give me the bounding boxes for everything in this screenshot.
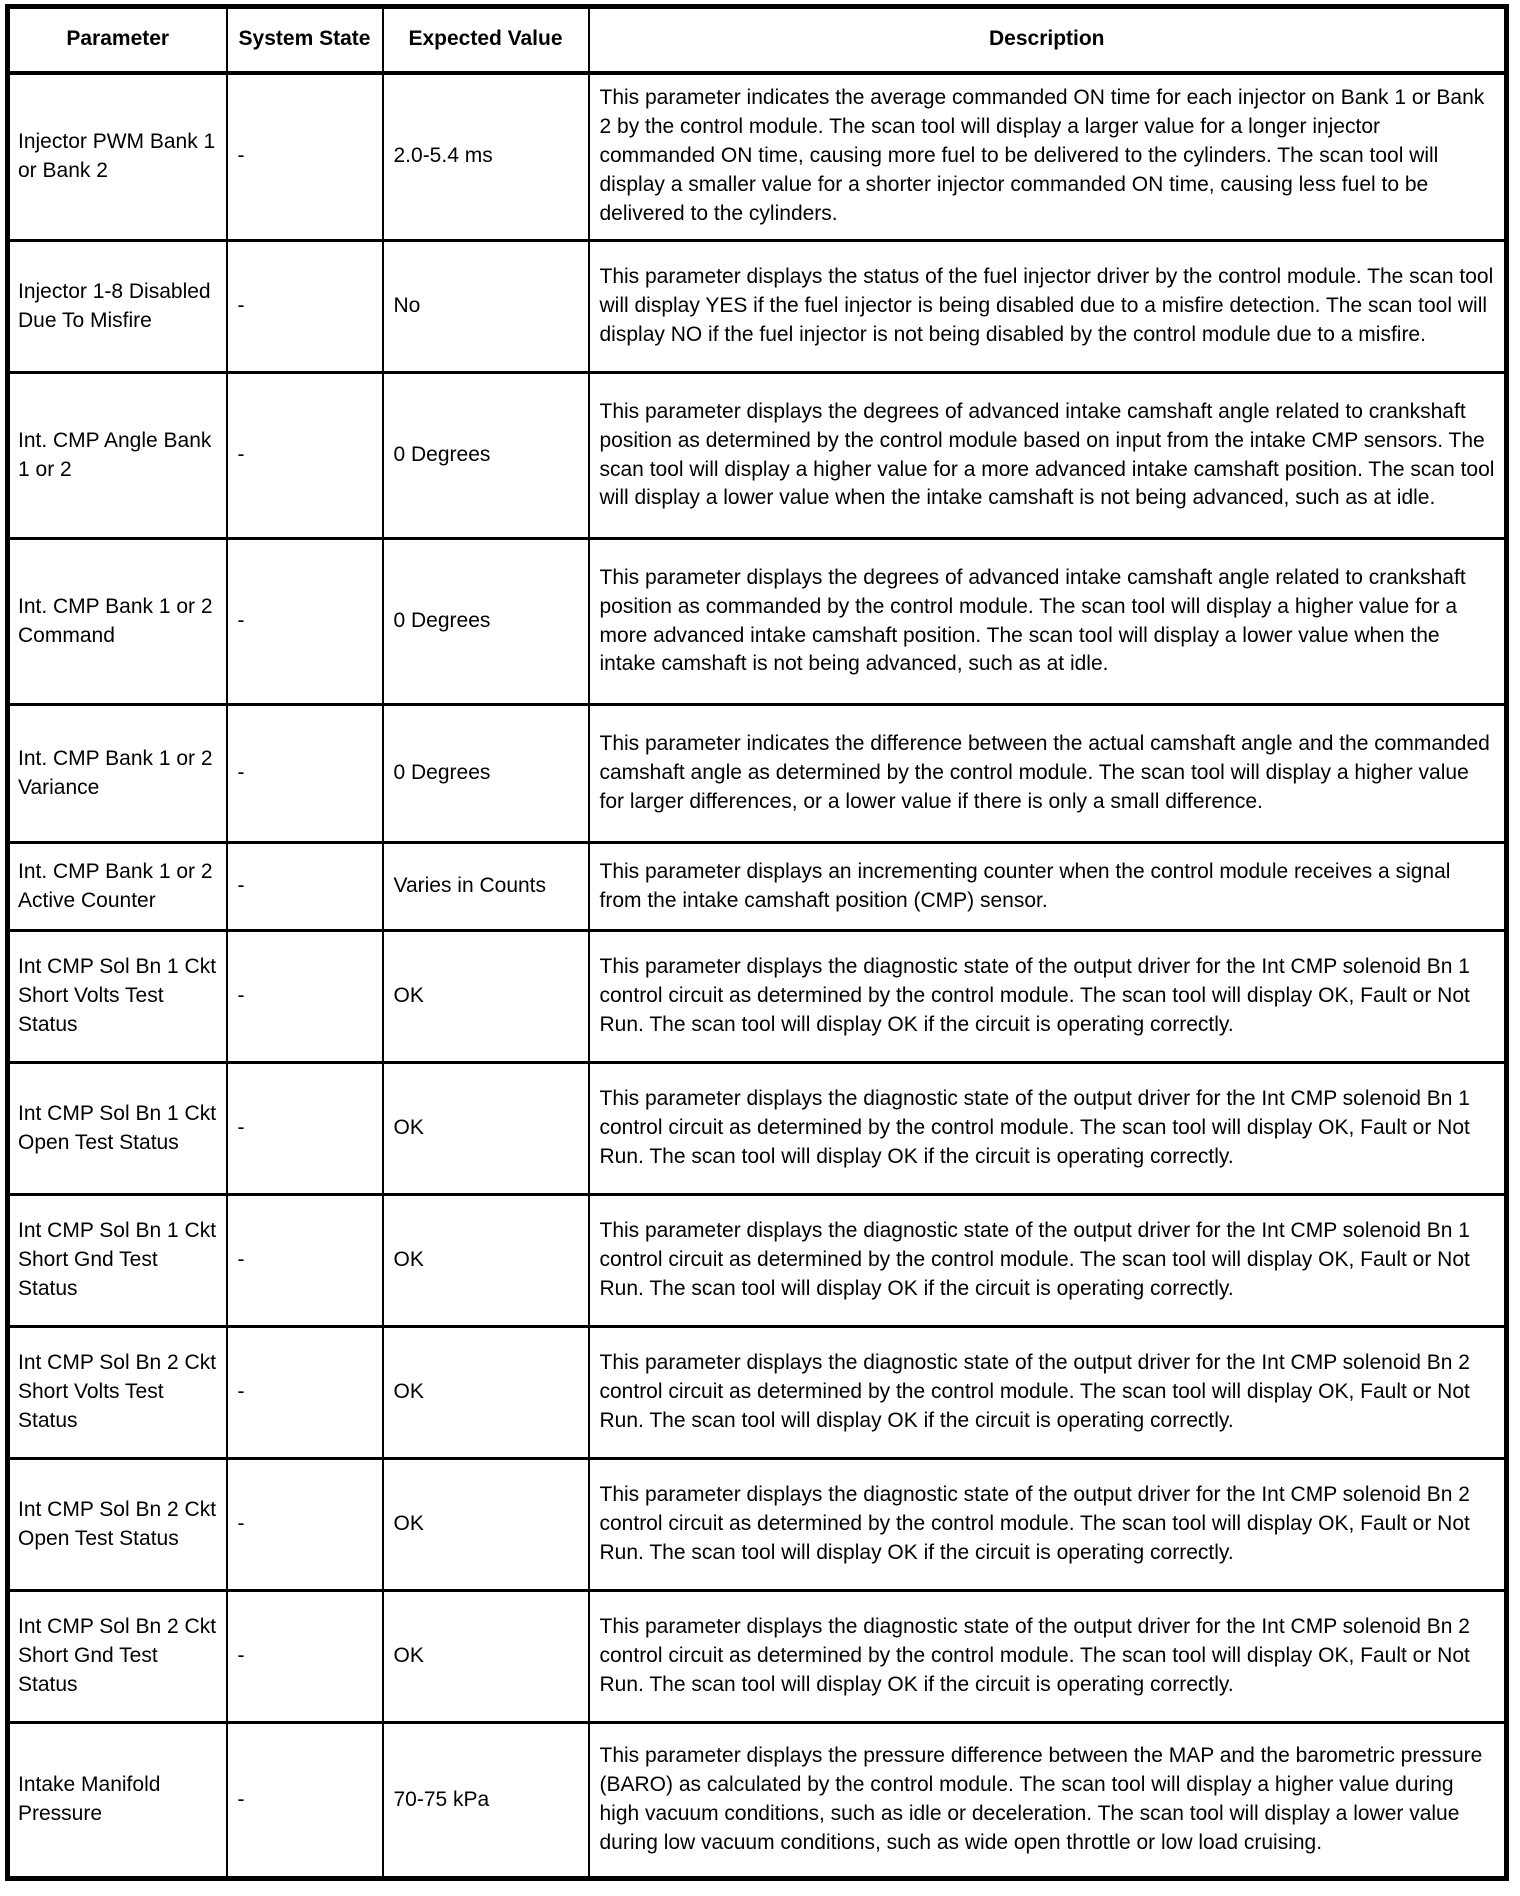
cell-expected-value: OK — [383, 1591, 589, 1723]
cell-system-state: - — [227, 1459, 383, 1591]
table-row — [8, 705, 1507, 843]
cell-expected-value: 2.0-5.4 ms — [383, 73, 589, 241]
cell-system-state: - — [227, 705, 383, 843]
cell-description: This parameter displays the diagnostic state of the output driver for the Int CMP solenoid Bn 1 control circuit as determined by the control module. The scan tool will display OK, Fault or Not Run. The scan tool will display OK if the circuit is operating correctly. — [589, 1195, 1507, 1327]
cell-system-state: - — [227, 931, 383, 1063]
cell-system-state: - — [227, 1327, 383, 1459]
table-row — [8, 1723, 1507, 1879]
table-row — [8, 1459, 1507, 1591]
cell-system-state: - — [227, 539, 383, 705]
cell-description: This parameter displays an incrementing counter when the control module receives a signal from the intake camshaft position (CMP) sensor. — [589, 843, 1507, 931]
cell-expected-value: 70-75 kPa — [383, 1723, 589, 1879]
cell-description: This parameter displays the status of the fuel injector driver by the control module. The scan tool will display YES if the fuel injector is being disabled due to a misfire detection. The scan tool will display NO if the fuel injector is not being disabled by the control module due to a misfire. — [589, 241, 1507, 373]
cell-system-state: - — [227, 843, 383, 931]
cell-expected-value: OK — [383, 1459, 589, 1591]
table-row — [8, 373, 1507, 539]
cell-description: This parameter displays the diagnostic state of the output driver for the Int CMP solenoid Bn 1 control circuit as determined by the control module. The scan tool will display OK, Fault or Not Run. The scan tool will display OK if the circuit is operating correctly. — [589, 1063, 1507, 1195]
cell-parameter: Injector PWM Bank 1 or Bank 2 — [8, 73, 227, 241]
table-row — [8, 1063, 1507, 1195]
cell-system-state: - — [227, 373, 383, 539]
table-row — [8, 931, 1507, 1063]
col-header-expected-value: Expected Value — [383, 7, 589, 73]
cell-description: This parameter displays the pressure difference between the MAP and the barometric pressure (BARO) as calculated by the control module. The scan tool will display a higher value during high vacuum conditions, such as idle or deceleration. The scan tool will display a lower value during low vacuum conditions, such as wide open throttle or low load cruising. — [589, 1723, 1507, 1879]
cell-system-state: - — [227, 1063, 383, 1195]
cell-system-state: - — [227, 1591, 383, 1723]
cell-parameter: Int CMP Sol Bn 1 Ckt Short Gnd Test Status — [8, 1195, 227, 1327]
col-header-description: Description — [589, 7, 1507, 73]
cell-expected-value: No — [383, 241, 589, 373]
table-row — [8, 241, 1507, 373]
cell-parameter: Int CMP Sol Bn 2 Ckt Short Volts Test Status — [8, 1327, 227, 1459]
cell-parameter: Int CMP Sol Bn 2 Ckt Short Gnd Test Status — [8, 1591, 227, 1723]
table-row — [8, 843, 1507, 931]
col-header-system-state: System State — [227, 7, 383, 73]
cell-description: This parameter displays the diagnostic state of the output driver for the Int CMP solenoid Bn 2 control circuit as determined by the control module. The scan tool will display OK, Fault or Not Run. The scan tool will display OK if the circuit is operating correctly. — [589, 1591, 1507, 1723]
cell-expected-value: 0 Degrees — [383, 539, 589, 705]
scan-tool-parameter-table — [5, 4, 1509, 1881]
col-header-parameter: Parameter — [8, 7, 227, 73]
cell-description: This parameter displays the diagnostic state of the output driver for the Int CMP solenoid Bn 2 control circuit as determined by the control module. The scan tool will display OK, Fault or Not Run. The scan tool will display OK if the circuit is operating correctly. — [589, 1459, 1507, 1591]
cell-expected-value: OK — [383, 1195, 589, 1327]
cell-system-state: - — [227, 73, 383, 241]
cell-parameter: Int CMP Sol Bn 2 Ckt Open Test Status — [8, 1459, 227, 1591]
cell-parameter: Int CMP Sol Bn 1 Ckt Short Volts Test Status — [8, 931, 227, 1063]
cell-description: This parameter indicates the average commanded ON time for each injector on Bank 1 or Bank 2 by the control module. The scan tool will display a larger value for a longer injector commanded ON time, causing more fuel to be delivered to the cylinders. The scan tool will display a smaller value for a shorter injector commanded ON time, causing less fuel to be delivered to the cylinders. — [589, 73, 1507, 241]
cell-system-state: - — [227, 1195, 383, 1327]
cell-expected-value: OK — [383, 1327, 589, 1459]
cell-expected-value: 0 Degrees — [383, 373, 589, 539]
cell-system-state: - — [227, 1723, 383, 1879]
table-row — [8, 539, 1507, 705]
cell-expected-value: OK — [383, 1063, 589, 1195]
table-row — [8, 1195, 1507, 1327]
cell-description: This parameter displays the degrees of advanced intake camshaft angle related to crankshaft position as commanded by the control module. The scan tool will display a higher value for a more advanced intake camshaft position. The scan tool will display a lower value when the intake camshaft is not being advanced, such as at idle. — [589, 539, 1507, 705]
cell-expected-value: 0 Degrees — [383, 705, 589, 843]
cell-description: This parameter displays the diagnostic state of the output driver for the Int CMP solenoid Bn 1 control circuit as determined by the control module. The scan tool will display OK, Fault or Not Run. The scan tool will display OK if the circuit is operating correctly. — [589, 931, 1507, 1063]
table-row — [8, 1327, 1507, 1459]
cell-parameter: Int. CMP Bank 1 or 2 Variance — [8, 705, 227, 843]
cell-description: This parameter indicates the difference between the actual camshaft angle and the commanded camshaft angle as determined by the control module. The scan tool will display a higher value for larger differences, or a lower value if there is only a small difference. — [589, 705, 1507, 843]
cell-parameter: Intake Manifold Pressure — [8, 1723, 227, 1879]
cell-expected-value: Varies in Counts — [383, 843, 589, 931]
header-row — [8, 7, 1507, 73]
cell-description: This parameter displays the diagnostic state of the output driver for the Int CMP solenoid Bn 2 control circuit as determined by the control module. The scan tool will display OK, Fault or Not Run. The scan tool will display OK if the circuit is operating correctly. — [589, 1327, 1507, 1459]
table-row — [8, 1591, 1507, 1723]
cell-parameter: Int CMP Sol Bn 1 Ckt Open Test Status — [8, 1063, 227, 1195]
cell-description: This parameter displays the degrees of advanced intake camshaft angle related to crankshaft position as determined by the control module based on input from the intake CMP sensors. The scan tool will display a higher value for a more advanced intake camshaft position. The scan tool will display a lower value when the intake camshaft is not being advanced, such as at idle. — [589, 373, 1507, 539]
cell-parameter: Injector 1-8 Disabled Due To Misfire — [8, 241, 227, 373]
cell-parameter: Int. CMP Bank 1 or 2 Active Counter — [8, 843, 227, 931]
cell-parameter: Int. CMP Bank 1 or 2 Command — [8, 539, 227, 705]
table-row — [8, 73, 1507, 241]
cell-expected-value: OK — [383, 931, 589, 1063]
cell-system-state: - — [227, 241, 383, 373]
cell-parameter: Int. CMP Angle Bank 1 or 2 — [8, 373, 227, 539]
